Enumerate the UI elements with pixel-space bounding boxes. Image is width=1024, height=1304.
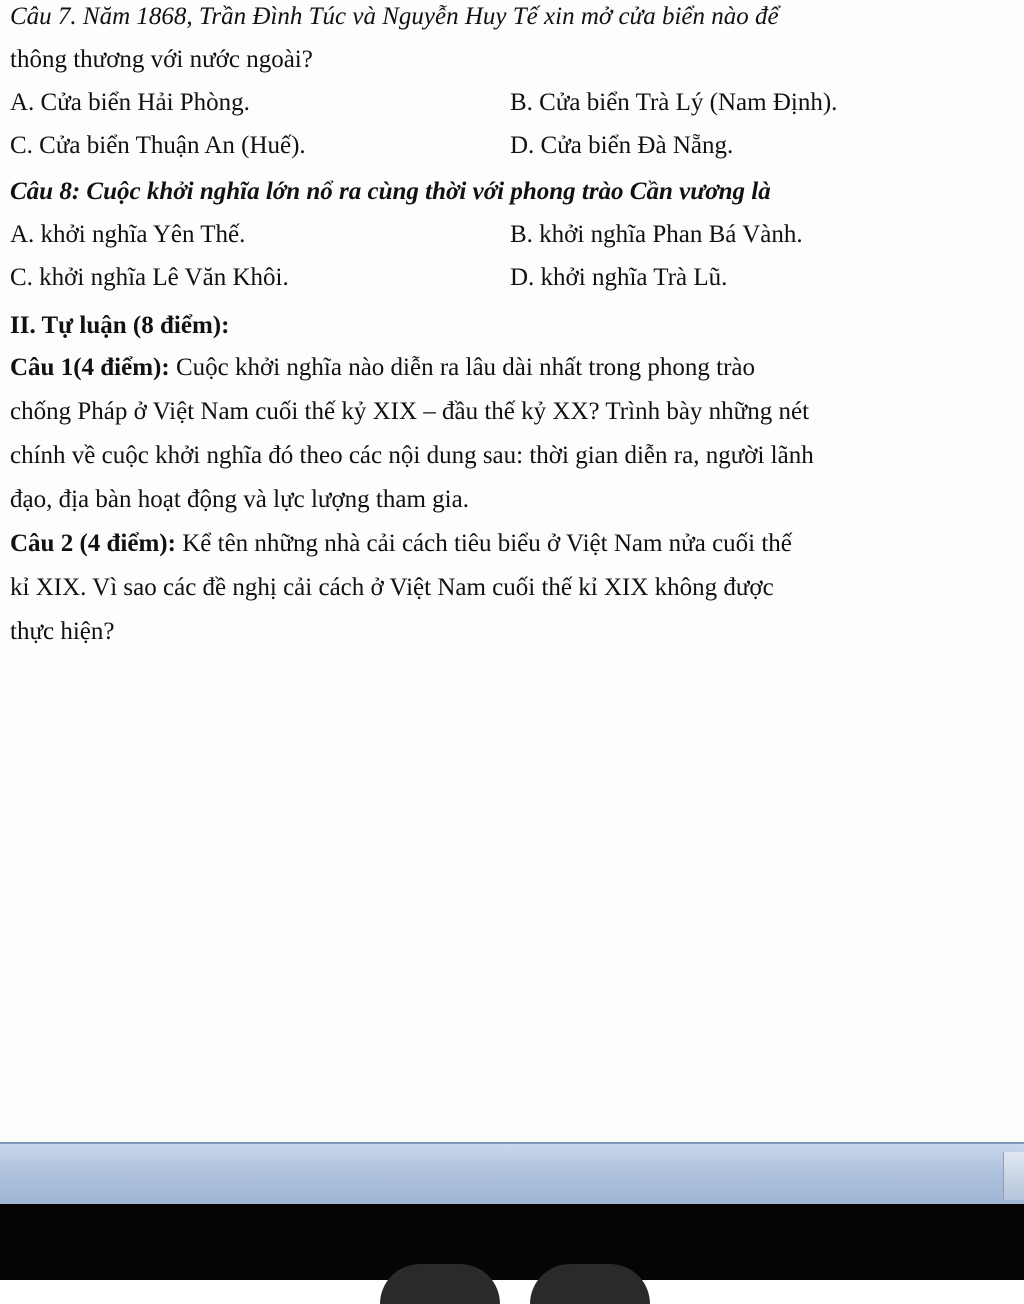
essay-2-label: Câu 2 (4 điểm): [10, 530, 176, 557]
q7-option-c: C. Cửa biển Thuận An (Huế). [10, 132, 306, 159]
q8-option-c: C. khởi nghĩa Lê Văn Khôi. [10, 264, 289, 291]
bottom-bezel [0, 1204, 1024, 1280]
essay-1-line-2: chống Pháp ở Việt Nam cuối thế kỷ XIX – đầu thế kỷ XX? Trình bày những nét [10, 398, 810, 425]
q8-option-b: B. khởi nghĩa Phan Bá Vành. [510, 221, 803, 248]
taskbar-edge-handle[interactable] [1003, 1152, 1024, 1200]
essay-1-line-3: chính về cuộc khởi nghĩa đó theo các nội dung sau: thời gian diễn ra, người lãnh [10, 442, 814, 469]
q8-line-1: Câu 8: Cuộc khởi nghĩa lớn nổ ra cùng thời với phong trào Cần vương là [10, 178, 771, 205]
q7-line-2: thông thương với nước ngoài? [10, 46, 313, 73]
essay-2-line-2: kỉ XIX. Vì sao các đề nghị cải cách ở Việt Nam cuối thế kỉ XIX không được [10, 574, 774, 601]
q7-line-1: Câu 7. Năm 1868, Trần Đình Túc và Nguyễn Huy Tế xin mở cửa biển nào để [10, 3, 779, 30]
essay-1-line-1 [10, 353, 755, 383]
q8-option-a: A. khởi nghĩa Yên Thế. [10, 221, 246, 248]
essay-2-line-3: thực hiện? [10, 618, 115, 645]
bezel-shape-left [380, 1264, 500, 1304]
essay-2-line-1 [10, 529, 792, 559]
taskbar[interactable] [0, 1142, 1024, 1206]
q8-option-d: D. khởi nghĩa Trà Lũ. [510, 264, 728, 291]
essay-1-line-4: đạo, địa bàn hoạt động và lực lượng tham gia. [10, 486, 469, 513]
bezel-shape-right [530, 1264, 650, 1304]
q7-option-d: D. Cửa biển Đà Nẵng. [510, 132, 734, 159]
section-2-heading: II. Tự luận (8 điểm): [10, 312, 230, 339]
essay-1-text-1: Cuộc khởi nghĩa nào diễn ra lâu dài nhất trong phong trào [169, 354, 756, 381]
q7-option-a: A. Cửa biển Hải Phòng. [10, 89, 250, 116]
q7-option-b: B. Cửa biển Trà Lý (Nam Định). [510, 89, 838, 116]
essay-2-text-1: Kể tên những nhà cải cách tiêu biểu ở Việt Nam nửa cuối thế [175, 530, 792, 557]
essay-1-label: Câu 1(4 điểm): [10, 354, 170, 381]
